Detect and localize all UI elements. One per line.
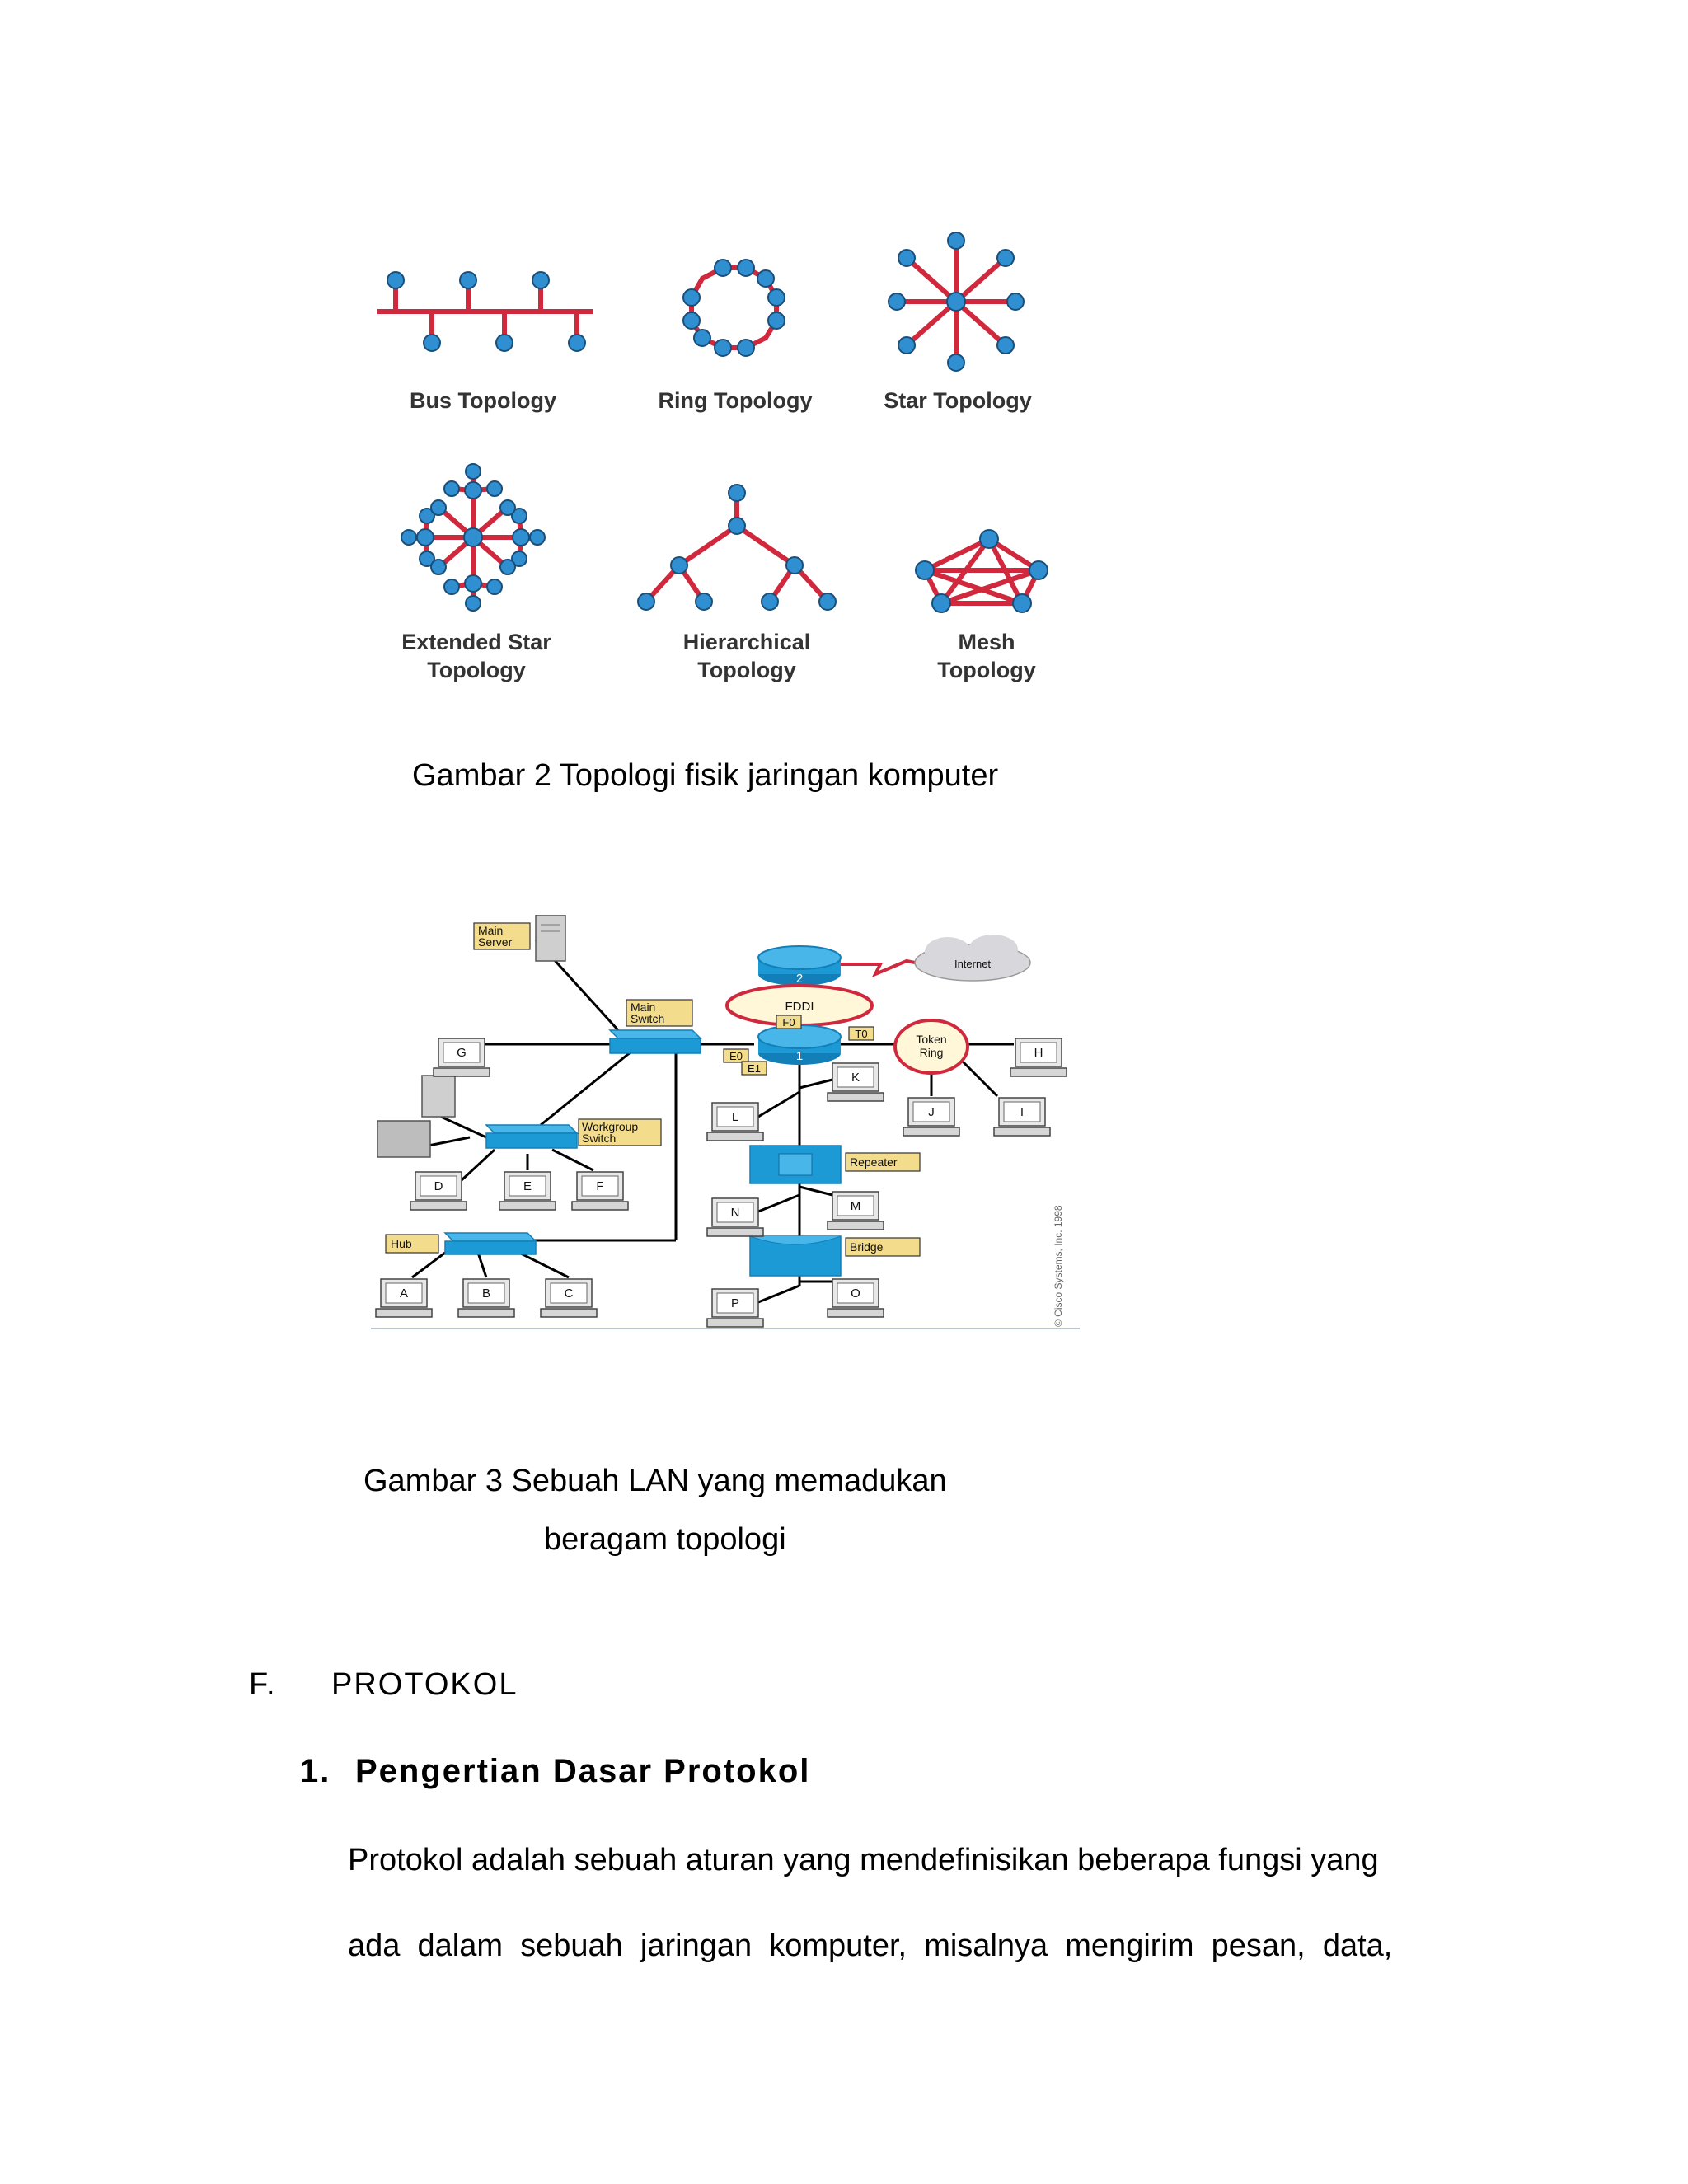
pc-label: F [596, 1179, 604, 1193]
star-topology-label: Star Topology [884, 388, 1032, 413]
paragraph-line-1: Protokol adalah sebuah aturan yang mendefinisikan beberapa fungsi yang [348, 1843, 1379, 1877]
server-tower [422, 1076, 455, 1117]
internet-cloud [915, 935, 1030, 981]
fddi-label: FDDI [785, 1000, 814, 1014]
section-number: F. [249, 1667, 277, 1702]
extended-star-label-line1: Extended Star [401, 630, 551, 654]
internet-label: Internet [954, 958, 992, 970]
hub-label: Hub [391, 1237, 412, 1250]
topology-figure [363, 214, 1088, 709]
f0-label: F0 [782, 1016, 795, 1029]
server-box [377, 1121, 430, 1157]
pc-h [1010, 1038, 1067, 1076]
paragraph-line-2: ada dalam sebuah jaringan komputer, misalnya mengirim pesan, data, [348, 1929, 1393, 1963]
main-server-label-line2: Server [478, 935, 513, 949]
pc-label: O [851, 1286, 860, 1301]
router-2-label: 2 [795, 972, 804, 986]
pc-e [499, 1172, 556, 1210]
pc-f [572, 1172, 628, 1210]
pc-label: N [730, 1206, 740, 1220]
subsection-title: Pengertian Dasar Protokol [355, 1753, 811, 1789]
pc-l [707, 1103, 763, 1141]
copyright-label: © Cisco Systems, Inc. 1998 [1053, 1205, 1064, 1327]
token-ring-label-line2: Ring [919, 1046, 944, 1059]
pc-p [707, 1289, 763, 1327]
token-ring-label-line1: Token [916, 1033, 947, 1046]
pc-label: H [1034, 1046, 1043, 1060]
pc-label: B [481, 1286, 491, 1301]
pc-i [994, 1098, 1050, 1136]
main-switch-label-line2: Switch [631, 1012, 665, 1025]
router-2 [758, 946, 841, 986]
pc-n [707, 1198, 763, 1236]
pc-label: E [523, 1179, 532, 1193]
extended-star-label-line2: Topology [427, 658, 526, 682]
pc-b [458, 1279, 514, 1317]
router-1-label: 1 [795, 1049, 804, 1063]
pc-g [434, 1038, 490, 1076]
pc-d [410, 1172, 467, 1210]
router-1 [758, 1025, 841, 1065]
bus-topology-label: Bus Topology [410, 388, 556, 413]
figure3-caption-line1: Gambar 3 Sebuah LAN yang memadukan [363, 1464, 947, 1498]
pc-label: K [851, 1071, 860, 1085]
hierarchical-label-line1: Hierarchical [682, 630, 811, 654]
workgroup-switch [486, 1125, 577, 1148]
figure2-caption: Gambar 2 Topologi fisik jaringan komputer [412, 758, 999, 793]
hierarchical-label-line2: Topology [697, 658, 796, 682]
e0-label: E0 [729, 1050, 743, 1062]
mesh-label-line2: Topology [937, 658, 1036, 682]
bridge-label: Bridge [850, 1240, 884, 1254]
pc-label: I [1020, 1105, 1025, 1119]
workgroup-switch-label-line1: Workgroup [582, 1120, 639, 1133]
workgroup-switch-label-line2: Switch [582, 1132, 617, 1145]
pc-k [828, 1063, 884, 1101]
e1-label: E1 [748, 1062, 761, 1075]
pc-label: G [457, 1046, 467, 1060]
hub [445, 1233, 536, 1254]
pc-label: J [928, 1105, 935, 1119]
ring-topology-label: Ring Topology [658, 388, 813, 413]
pc-label: D [434, 1179, 443, 1193]
pc-label: A [399, 1286, 409, 1301]
repeater [750, 1146, 841, 1183]
pc-j [903, 1098, 959, 1136]
main-server-label-line1: Main [478, 924, 504, 937]
pc-label: M [850, 1199, 861, 1213]
main-switch [610, 1030, 701, 1053]
main-switch-label-line1: Main [631, 1001, 656, 1014]
repeater-label: Repeater [850, 1155, 898, 1169]
main-server [536, 915, 565, 961]
pc-label: P [730, 1296, 740, 1310]
pc-c [541, 1279, 597, 1317]
subsection-number: 1. [300, 1753, 331, 1789]
pc-label: C [564, 1286, 574, 1301]
section-title: PROTOKOL [331, 1667, 518, 1702]
bridge [750, 1236, 841, 1276]
pc-m [828, 1192, 884, 1230]
mesh-label-line1: Mesh [958, 630, 1015, 654]
figure3-caption-line2: beragam topologi [544, 1522, 786, 1557]
pc-a [376, 1279, 432, 1317]
t0-label: T0 [855, 1028, 868, 1040]
pc-label: L [731, 1110, 739, 1124]
lan-diagram [363, 915, 1088, 1335]
pc-o [828, 1279, 884, 1317]
